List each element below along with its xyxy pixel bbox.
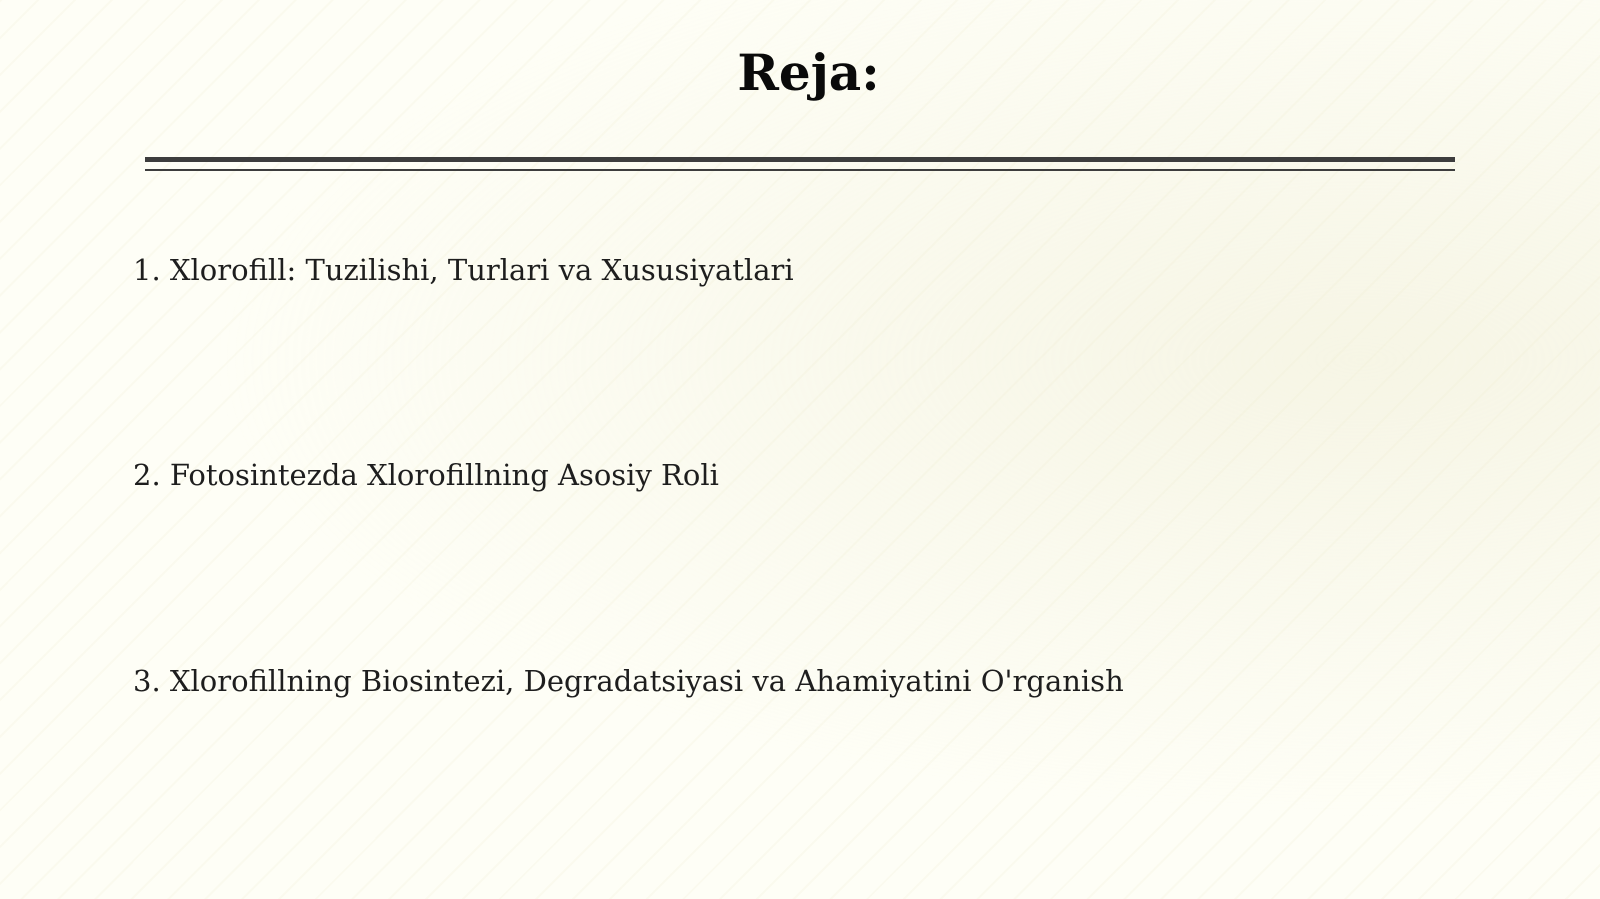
title-divider-thick xyxy=(145,157,1455,162)
slide-title: Reja: xyxy=(737,43,880,102)
title-divider-thin xyxy=(145,169,1455,171)
agenda-item: 1. Xlorofill: Tuzilishi, Turlari va Xususiyatlari xyxy=(133,253,794,287)
agenda-item: 2. Fotosintezda Xlorofillning Asosiy Roli xyxy=(133,458,719,492)
agenda-item: 3. Xlorofillning Biosintezi, Degradatsiyasi va Ahamiyatini O'rganish xyxy=(133,664,1124,698)
